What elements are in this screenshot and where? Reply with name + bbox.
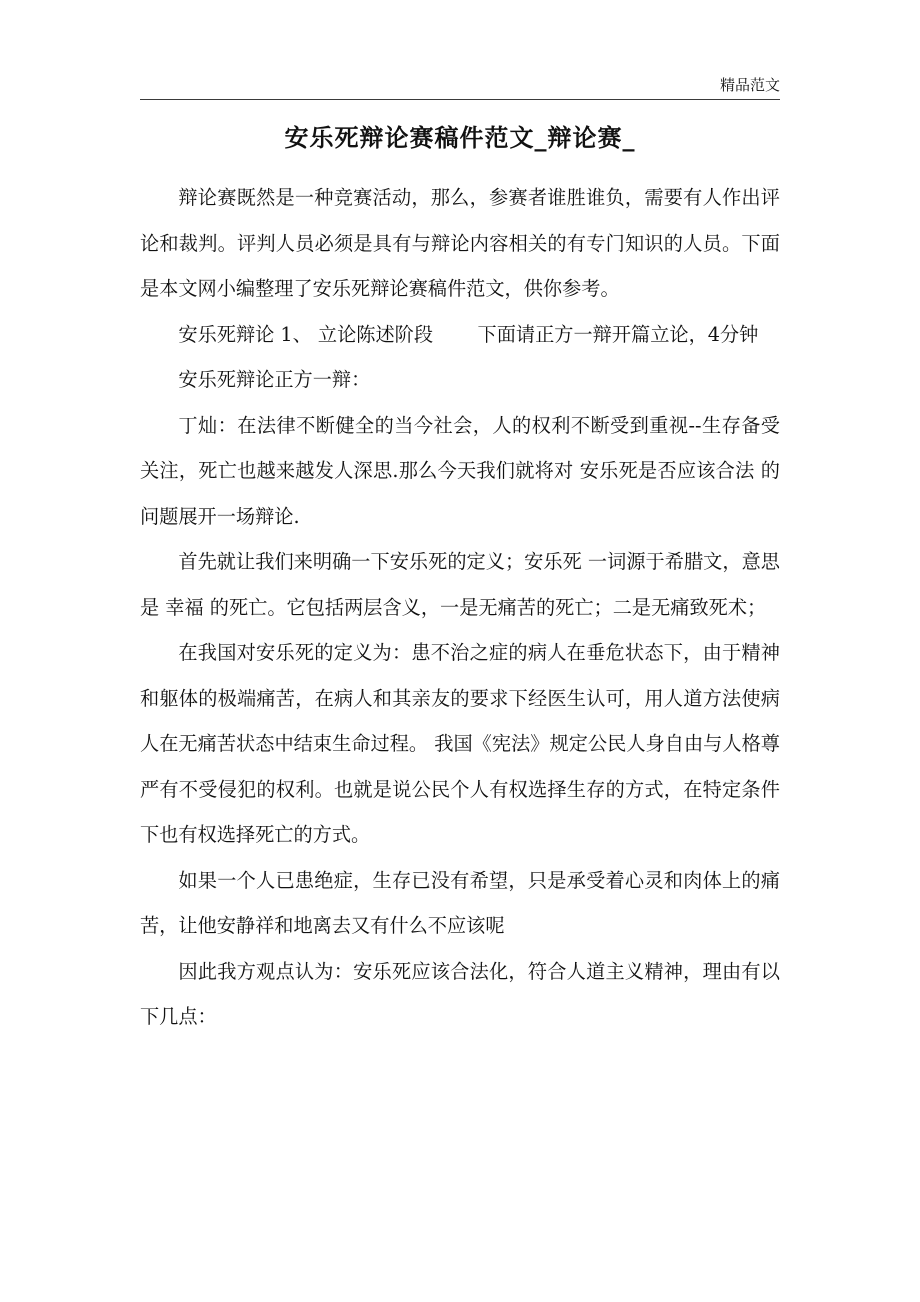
- header-divider: [140, 99, 780, 100]
- paragraph-intro: 辩论赛既然是一种竞赛活动，那么，参赛者谁胜谁负，需要有人作出评论和裁判。评判人员必须是具有与辩论内容相关的有专门知识的人员。下面是本文网小编整理了安乐死辩论赛稿件范文，供你参考。: [140, 186, 780, 300]
- document-title: 安乐死辩论赛稿件范文_辩论赛_: [284, 123, 636, 152]
- paragraph-stage-heading: 安乐死辩论 1、 立论陈述阶段 下面请正方一辩开篇立论，4分钟: [178, 322, 759, 346]
- document-body: [140, 175, 780, 1040]
- header-tag: 精品范文: [719, 76, 780, 94]
- paragraph-opening: 丁灿：在法律不断健全的当今社会，人的权利不断受到重视--生存备受关注，死亡也越来越发人深思.那么今天我们就将对 安乐死是否应该合法 的问题展开一场辩论.: [140, 413, 780, 528]
- paragraph-china-definition: 在我国对安乐死的定义为：患不治之症的病人在垂危状态下，由于精神和躯体的极端痛苦，在病人和其亲友的要求下经医生认可，用人道方法使病人在无痛苦状态中结束生命过程。 我国《宪法》规定公民人身自由与人格尊严有不受侵犯的权利。也就是说公民个人有权选择生存的方式，在特定条件下也有权选择死亡的方式。: [140, 641, 780, 846]
- paragraph-terminal-illness: 如果一个人已患绝症，生存已没有希望，只是承受着心灵和肉体上的痛苦，让他安静祥和地离去又有什么不应该呢: [140, 868, 780, 937]
- paragraph-speaker-heading: 安乐死辩论正方一辩：: [178, 368, 371, 391]
- paragraph-position: 因此我方观点认为：安乐死应该合法化，符合人道主义精神，理由有以下几点：: [140, 959, 780, 1028]
- paragraph-definition: 首先就让我们来明确一下安乐死的定义；安乐死 一词源于希腊文，意思是 幸福 的死亡。它包括两层含义，一是无痛苦的死亡；二是无痛致死术；: [140, 550, 780, 619]
